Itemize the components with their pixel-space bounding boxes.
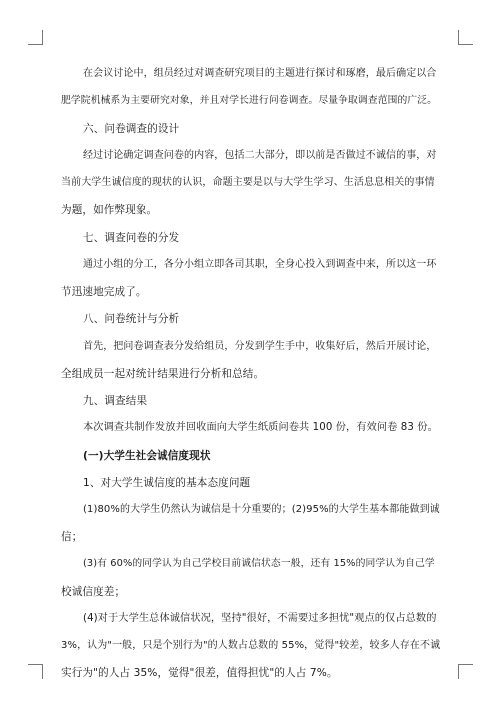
paragraph-line: 肥学院机械系为主要研究对象，并且对学长进行问卷调查。尽量争取调查范围的广泛。 <box>61 95 438 106</box>
section-heading: 七、调查问卷的分发 <box>83 232 180 244</box>
paragraph-line: (1)80%的大学生仍然认为诚信是十分重要的；(2)95%的大学生基本都能做到诚 <box>83 504 440 515</box>
crop-mark-bottom-left <box>28 664 43 679</box>
subsection-heading: (一)大学生社会诚信度现状 <box>83 450 211 462</box>
paragraph-line: 为题，如作弊现象。 <box>61 204 158 216</box>
paragraph-line: (3)有 60%的同学认为自己学校目前诚信状态一般，还有 15%的同学认为自己学 <box>83 558 435 569</box>
paragraph-line: 实行为"的人占 35%，觉得"很差，值得担忧"的人占 7%。 <box>61 667 338 679</box>
paragraph-line: 节迅速地完成了。 <box>61 286 147 298</box>
crop-mark-bottom-right <box>458 664 473 679</box>
crop-mark-top-right <box>458 30 473 45</box>
section-heading: 九、调查结果 <box>83 395 148 407</box>
paragraph-line: 全组成员一起对统计结果进行分析和总结。 <box>61 368 265 380</box>
paragraph-line: 3%，认为"一般，只是个别行为"的人数占总数的 55%，觉得"较差，较多人存在不诚 <box>61 640 441 651</box>
paragraph-line: 通过小组的分工，各分小组立即各司其职，全身心投入到调查中来，所以这一环 <box>83 259 437 270</box>
paragraph-line: (4)对于大学生总体诚信状况，坚持"很好，不需要过多担忧"观点的仅占总数的 <box>83 613 437 624</box>
paragraph-line: 经过讨论确定调查问卷的内容，包括二大部分，即以前是否做过不诚信的事，对 <box>83 150 437 161</box>
crop-mark-top-left <box>28 30 43 45</box>
subsection-heading: 1、对大学生诚信度的基本态度问题 <box>83 477 251 489</box>
paragraph-line: 在会议讨论中，组员经过对调查研究项目的主题进行探讨和琢磨，最后确定以合 <box>83 68 437 79</box>
paragraph-line: 当前大学生诚信度的现状的认识，命题主要是以与大学生学习、生活息息相关的事情 <box>61 177 435 188</box>
section-heading: 八、问卷统计与分析 <box>83 313 180 325</box>
paragraph-line: 信； <box>61 531 83 543</box>
paragraph-line: 校诚信度差； <box>61 586 126 598</box>
paragraph-line: 本次调查共制作发放并回收面向大学生纸质问卷共 100 份，有效问卷 83 份。 <box>83 422 438 433</box>
section-heading: 六、问卷调查的设计 <box>83 123 180 135</box>
paragraph-line: 首先，把问卷调查表分发给组员，分发到学生手中，收集好后，然后开展讨论， <box>83 341 437 352</box>
